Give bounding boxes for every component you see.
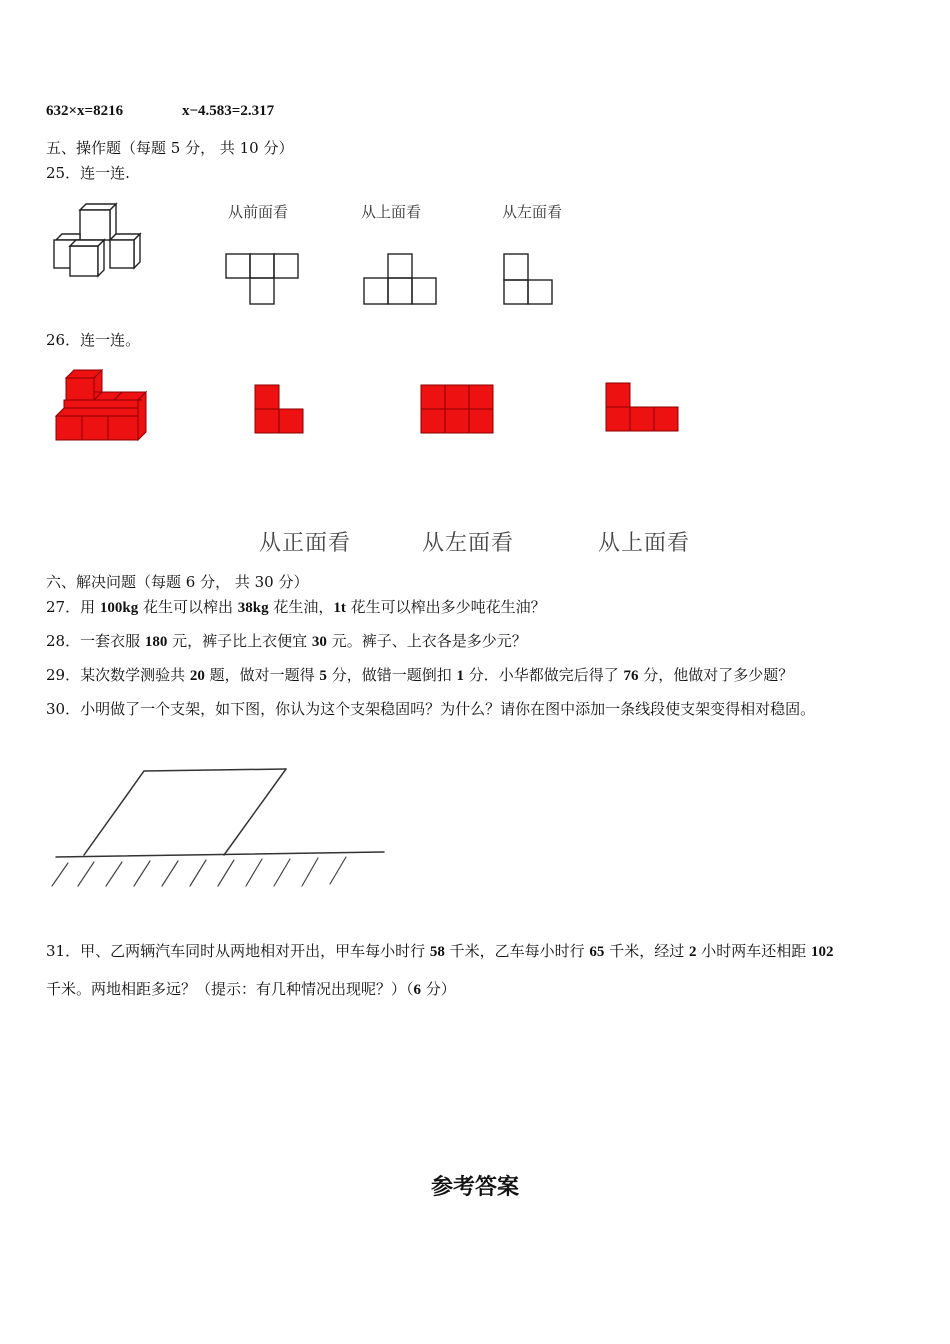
q29-part: 分，他做对了多少题？	[638, 666, 794, 684]
q27-value: 100kg	[99, 600, 139, 616]
q29-value: 76	[623, 668, 639, 684]
equation-2: x−4.583=2.317	[182, 103, 275, 119]
equation-1: 632×x=8216	[46, 103, 124, 119]
q28-number: 28．	[46, 632, 81, 650]
q26-red-cube-figure	[52, 368, 152, 448]
q31-value: 102	[811, 944, 834, 960]
q29-part: 题，做对一题得	[204, 666, 320, 684]
q27-number: 27．	[46, 598, 81, 616]
section-5-heading: 五、操作题（每题 5 分， 共 10 分）	[46, 139, 294, 157]
answer-section-title: 参考答案	[430, 1175, 519, 1200]
q25-cube-figure	[50, 200, 150, 280]
q31-number: 31．	[46, 942, 81, 960]
q31-part: 小时两车还相距	[696, 942, 812, 960]
q26-label-front: 从正面看	[259, 531, 352, 556]
q25-label-left: 从左面看	[502, 203, 563, 221]
q29-part: 分．小华都做完后得了	[463, 666, 624, 684]
q31-part: 分）	[421, 980, 456, 998]
q28-part: 元，裤子比上衣便宜	[167, 632, 312, 650]
q29-value: 5	[319, 668, 327, 684]
q26-red-view-3	[605, 381, 681, 435]
question-29-text	[46, 664, 793, 685]
question-26-text: 26．连一连。	[46, 331, 141, 349]
question-25-text: 25．连一连.	[46, 164, 130, 182]
q26-label-top: 从上面看	[598, 531, 691, 556]
q31-part: 千米。两地相距多远？（提示：有几种情况出现呢？）（	[46, 980, 414, 998]
q31-part: 千米，经过	[604, 942, 689, 960]
section-6-heading: 六、解决问题（每题 6 分， 共 30 分）	[46, 573, 309, 591]
q29-part: 分，做错一题倒扣	[326, 666, 457, 684]
q26-label-left: 从左面看	[422, 531, 515, 556]
q25-label-front: 从前面看	[228, 203, 289, 221]
q28-value: 30	[311, 634, 327, 650]
q26-red-view-2	[420, 383, 496, 437]
q27-part: 花生油，	[268, 598, 334, 616]
q31-value: 6	[413, 982, 422, 998]
q29-number: 29．	[46, 666, 81, 684]
question-31-line-2	[46, 978, 456, 999]
question-28-text	[46, 630, 527, 651]
q25-view-shape-1	[224, 252, 304, 308]
q27-part: 花生可以榨出多少吨花生油？	[345, 598, 546, 616]
q27-part: 花生可以榨出	[138, 598, 238, 616]
q25-label-top: 从上面看	[361, 203, 422, 221]
q25-view-shape-3	[502, 252, 562, 308]
q27-value: 38kg	[237, 600, 269, 616]
q25-view-shape-2	[362, 252, 442, 308]
q26-red-view-1	[254, 383, 306, 437]
q27-value: 1t	[333, 600, 346, 616]
question-30-text: 30．小明做了一个支架，如下图，你认为这个支架稳固吗？为什么？请你在图中添加一条线段使支架变得相对稳固。	[46, 700, 816, 718]
question-27-text	[46, 596, 546, 617]
q31-value: 65	[589, 944, 605, 960]
q31-value: 2	[688, 944, 697, 960]
q27-part: 用	[80, 598, 100, 616]
q31-value: 58	[429, 944, 445, 960]
q30-bracket-figure	[46, 760, 396, 895]
q29-part: 某次数学测验共	[80, 666, 190, 684]
q28-value: 180	[144, 634, 168, 650]
q28-part: 元。裤子、上衣各是多少元？	[326, 632, 527, 650]
q31-part: 甲、乙两辆汽车同时从两地相对开出，甲车每小时行	[80, 942, 430, 960]
question-31-line-1	[46, 940, 834, 961]
q29-value: 1	[456, 668, 464, 684]
q29-value: 20	[189, 668, 205, 684]
q31-part: 千米，乙车每小时行	[444, 942, 590, 960]
q28-part: 一套衣服	[80, 632, 145, 650]
